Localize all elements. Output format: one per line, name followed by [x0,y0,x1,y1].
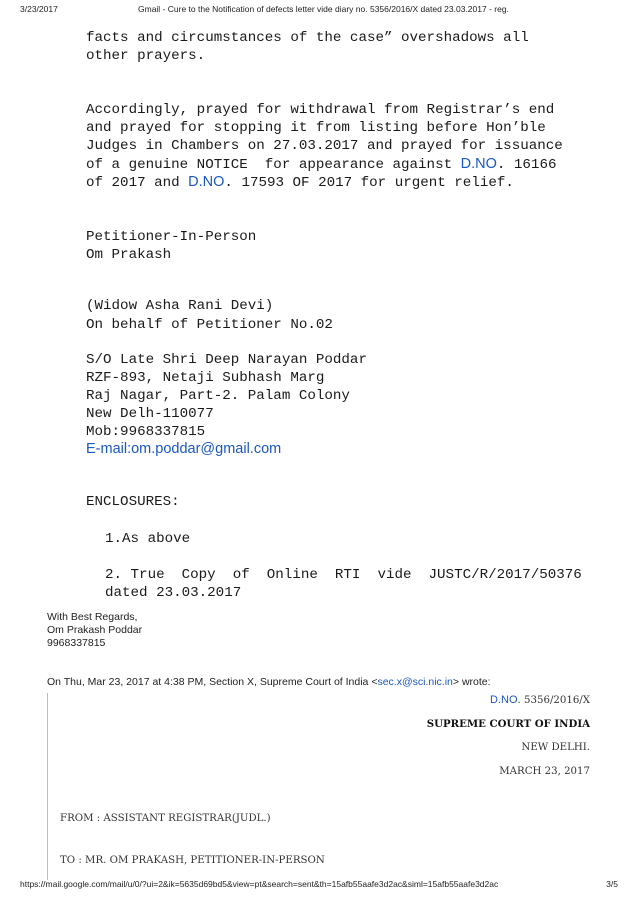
body-line: Accordingly, prayed for withdrawal from Registrar’s end [86,102,555,118]
behalf-line: On behalf of Petitioner No.02 [86,317,333,333]
signature-block [47,611,142,650]
signature-line: 9968337815 [47,637,106,649]
body-line [86,173,592,192]
address-line: S/O Late Shri Deep Narayan Poddar [86,352,367,368]
body-line: other prayers. [86,48,206,64]
print-footer [20,879,618,891]
text: of 2017 and [86,175,189,191]
body-line: facts and circumstances of the case” overshadows all [86,30,529,46]
text: . 5356/2016/X [517,695,590,706]
text: of a genuine NOTICE for appearance against [86,157,461,173]
quote-to: TO : MR. OM PRAKASH, PETITIONER-IN-PERSON [60,855,325,866]
signature-line: With Best Regards, [47,611,138,623]
body-line [86,155,592,174]
body-line: Judges in Chambers on 27.03.2017 and prayed for issuance [86,138,563,154]
print-title: Gmail - Cure to the Notification of defects letter vide diary no. 5356/2016/X dated 23.03.2017 - reg. [138,4,509,14]
body-line: and prayed for stopping it from listing before Hon’ble [86,120,546,136]
petitioner-label: Petitioner-In-Person [86,229,257,245]
text: . 17593 OF 2017 for urgent relief. [224,175,514,191]
enclosure-item: dated 23.03.2017 [105,585,242,601]
quote-city: NEW DELHI. [521,742,590,753]
quote-dno [490,694,590,706]
enclosure-item: 2. True Copy of Online RTI vide JUSTC/R/2017/50376 [105,567,582,583]
quote-from: FROM : ASSISTANT REGISTRAR(JUDL.) [60,813,271,824]
quote-court [427,718,590,730]
text: > wrote: [452,676,491,688]
quote-bar [47,693,48,880]
dno-link[interactable]: D.NO [188,174,225,190]
page-number: 3/5 [606,879,618,889]
quote-intro [47,676,491,688]
mobile-line: Mob:9968337815 [86,424,206,440]
enclosure-item: 1.As above [105,531,191,547]
address-line: New Delh-110077 [86,406,214,422]
print-url: https://mail.google.com/mail/u/0/?ui=2&ik=5635d69bd5&view=pt&search=sent&th=15afb55aafe3d2ac&siml=15afb55aafe3d2ac [20,879,499,889]
widow-line: (Widow Asha Rani Devi) [86,298,274,314]
dno-link[interactable]: D.NO [490,694,518,706]
petitioner-name: Om Prakash [86,247,172,263]
print-date: 3/23/2017 [20,4,58,14]
email-link[interactable]: E-mail:om.poddar@gmail.com [86,441,282,457]
address-line: RZF-893, Netaji Subhash Marg [86,370,325,386]
dno-link[interactable]: D.NO [460,156,497,172]
print-header [20,4,618,16]
signature-line: Om Prakash Poddar [47,624,143,636]
sender-email-link[interactable]: sec.x@sci.nic.in [377,676,453,688]
quote-date: MARCH 23, 2017 [499,766,590,777]
court-name: SUPREME COURT OF INDIA [426,718,590,730]
enclosures-heading: ENCLOSURES: [86,494,180,510]
text: . 16166 [496,157,557,173]
text: On Thu, Mar 23, 2017 at 4:38 PM, Section X, Supreme Court of India < [47,676,378,688]
address-line: Raj Nagar, Part-2. Palam Colony [86,388,350,404]
